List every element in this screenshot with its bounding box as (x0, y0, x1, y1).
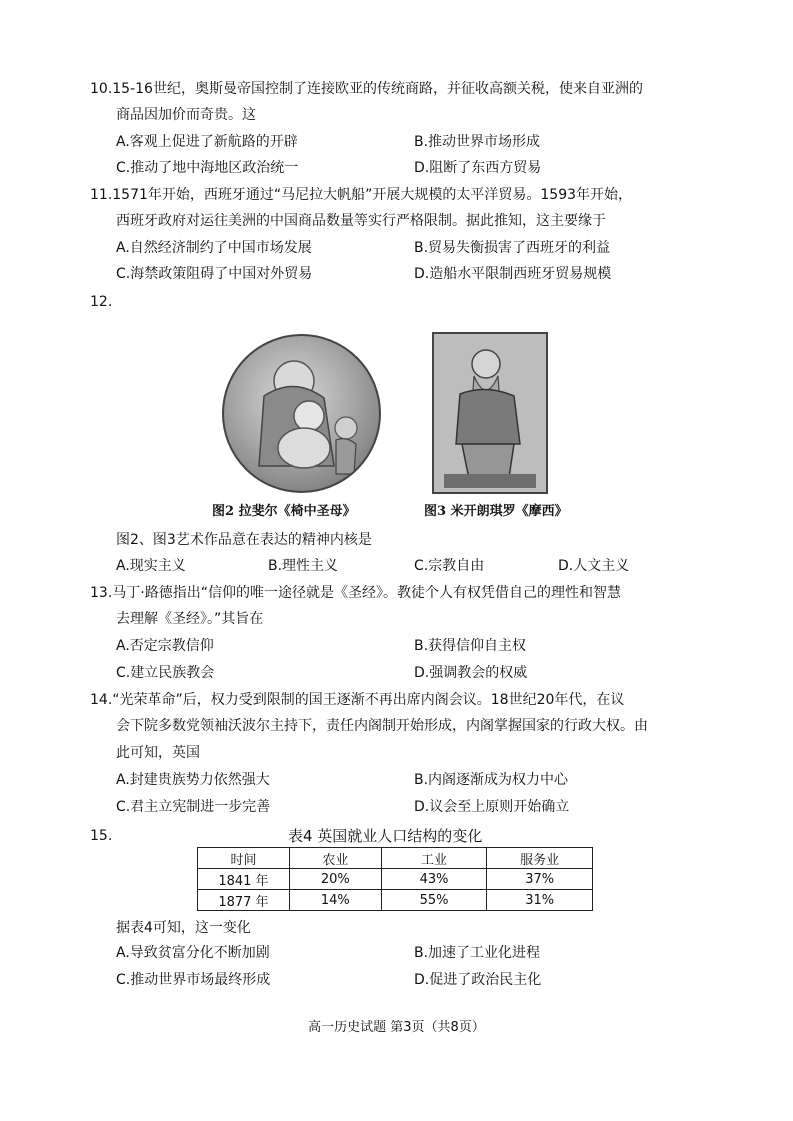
q10-stem-line1: 10.15-16世纪，奥斯曼帝国控制了连接欧亚的传统商路，并征收高额关税，使来自亚洲的 (90, 81, 643, 97)
table-cell: 1841 年 (198, 869, 290, 890)
q13-option-c: C.建立民族教会 (116, 665, 215, 681)
table-cell: 37% (487, 869, 593, 890)
table-header-time: 时间 (198, 848, 290, 869)
q15-stem: 据表4可知，这一变化 (116, 920, 251, 936)
q11-option-a: A.自然经济制约了中国市场发展 (116, 240, 312, 256)
q12-stem: 图2、图3艺术作品意在表达的精神内核是 (116, 532, 372, 548)
table-cell: 43% (381, 869, 487, 890)
figure-3-moses-image (432, 332, 548, 494)
table-header-agriculture: 农业 (289, 848, 381, 869)
q12-option-d: D.人文主义 (558, 558, 630, 574)
q11-option-d: D.造船水平限制西班牙贸易规模 (414, 266, 612, 282)
figure-3-caption: 图3 米开朗琪罗《摩西》 (424, 504, 568, 519)
q13-option-d: D.强调教会的权威 (414, 665, 528, 681)
q15-option-b: B.加速了工业化进程 (414, 945, 541, 961)
q14-stem-line1: 14.“光荣革命”后，权力受到限制的国王逐渐不再出席内阁会议。18世纪20年代，在议 (90, 692, 625, 708)
q10-stem-line2: 商品因加价而奇贵。这 (116, 107, 256, 123)
table-header-row (198, 848, 593, 869)
q12-number: 12. (90, 294, 113, 310)
q11-option-b: B.贸易失衡损害了西班牙的利益 (414, 240, 611, 256)
q15-option-c: C.推动世界市场最终形成 (116, 972, 271, 988)
table-row (198, 869, 593, 890)
q11-stem-line2: 西班牙政府对运往美洲的中国商品数量等实行严格限制。据此推知，这主要缘于 (116, 213, 606, 229)
table-cell: 55% (381, 890, 487, 911)
table-cell: 14% (289, 890, 381, 911)
q13-option-b: B.获得信仰自主权 (414, 638, 527, 654)
q13-stem-line1: 13.马丁·路德指出“信仰的唯一途径就是《圣经》。教徒个人有权凭借自己的理性和智慧 (90, 585, 621, 601)
q15-option-a: A.导致贫富分化不断加剧 (116, 945, 270, 961)
q11-option-c: C.海禁政策阻碍了中国对外贸易 (116, 266, 313, 282)
figure-2-madonna-image (222, 334, 381, 493)
q11-stem-line1: 11.1571年开始，西班牙通过“马尼拉大帆船”开展大规模的太平洋贸易。1593年开始， (90, 187, 633, 203)
q13-option-a: A.否定宗教信仰 (116, 638, 214, 654)
table-4-title: 表4 英国就业人口结构的变化 (288, 827, 483, 845)
q14-option-d: D.议会至上原则开始确立 (414, 799, 570, 815)
q10-option-d: D.阻断了东西方贸易 (414, 160, 542, 176)
table-cell: 31% (487, 890, 593, 911)
q14-option-b: B.内阁逐渐成为权力中心 (414, 772, 569, 788)
q13-stem-line2: 去理解《圣经》。”其旨在 (116, 611, 264, 627)
employment-structure-table (197, 847, 593, 911)
table-row (198, 890, 593, 911)
figure-2-caption: 图2 拉斐尔《椅中圣母》 (212, 504, 356, 519)
q10-option-b: B.推动世界市场形成 (414, 134, 541, 150)
table-cell: 20% (289, 869, 381, 890)
q12-option-a: A.现实主义 (116, 558, 186, 574)
table-header-industry: 工业 (381, 848, 487, 869)
table-header-service: 服务业 (487, 848, 593, 869)
table-cell: 1877 年 (198, 890, 290, 911)
q10-option-c: C.推动了地中海地区政治统一 (116, 160, 299, 176)
q15-number: 15. (90, 828, 113, 844)
q12-option-b: B.理性主义 (268, 558, 339, 574)
q15-option-d: D.促进了政治民主化 (414, 972, 542, 988)
q12-option-c: C.宗教自由 (414, 558, 485, 574)
moses-illustration (434, 334, 546, 492)
q14-option-a: A.封建贵族势力依然强大 (116, 772, 270, 788)
q14-option-c: C.君主立宪制进一步完善 (116, 799, 271, 815)
q14-stem-line2: 会下院多数党领袖沃波尔主持下，责任内阁制开始形成，内阁掌握国家的行政大权。由 (116, 718, 648, 734)
madonna-illustration (224, 336, 379, 491)
q14-stem-line3: 此可知，英国 (116, 745, 200, 761)
q10-option-a: A.客观上促进了新航路的开辟 (116, 134, 298, 150)
page-footer: 高一历史试题 第3页（共8页） (308, 1020, 485, 1035)
